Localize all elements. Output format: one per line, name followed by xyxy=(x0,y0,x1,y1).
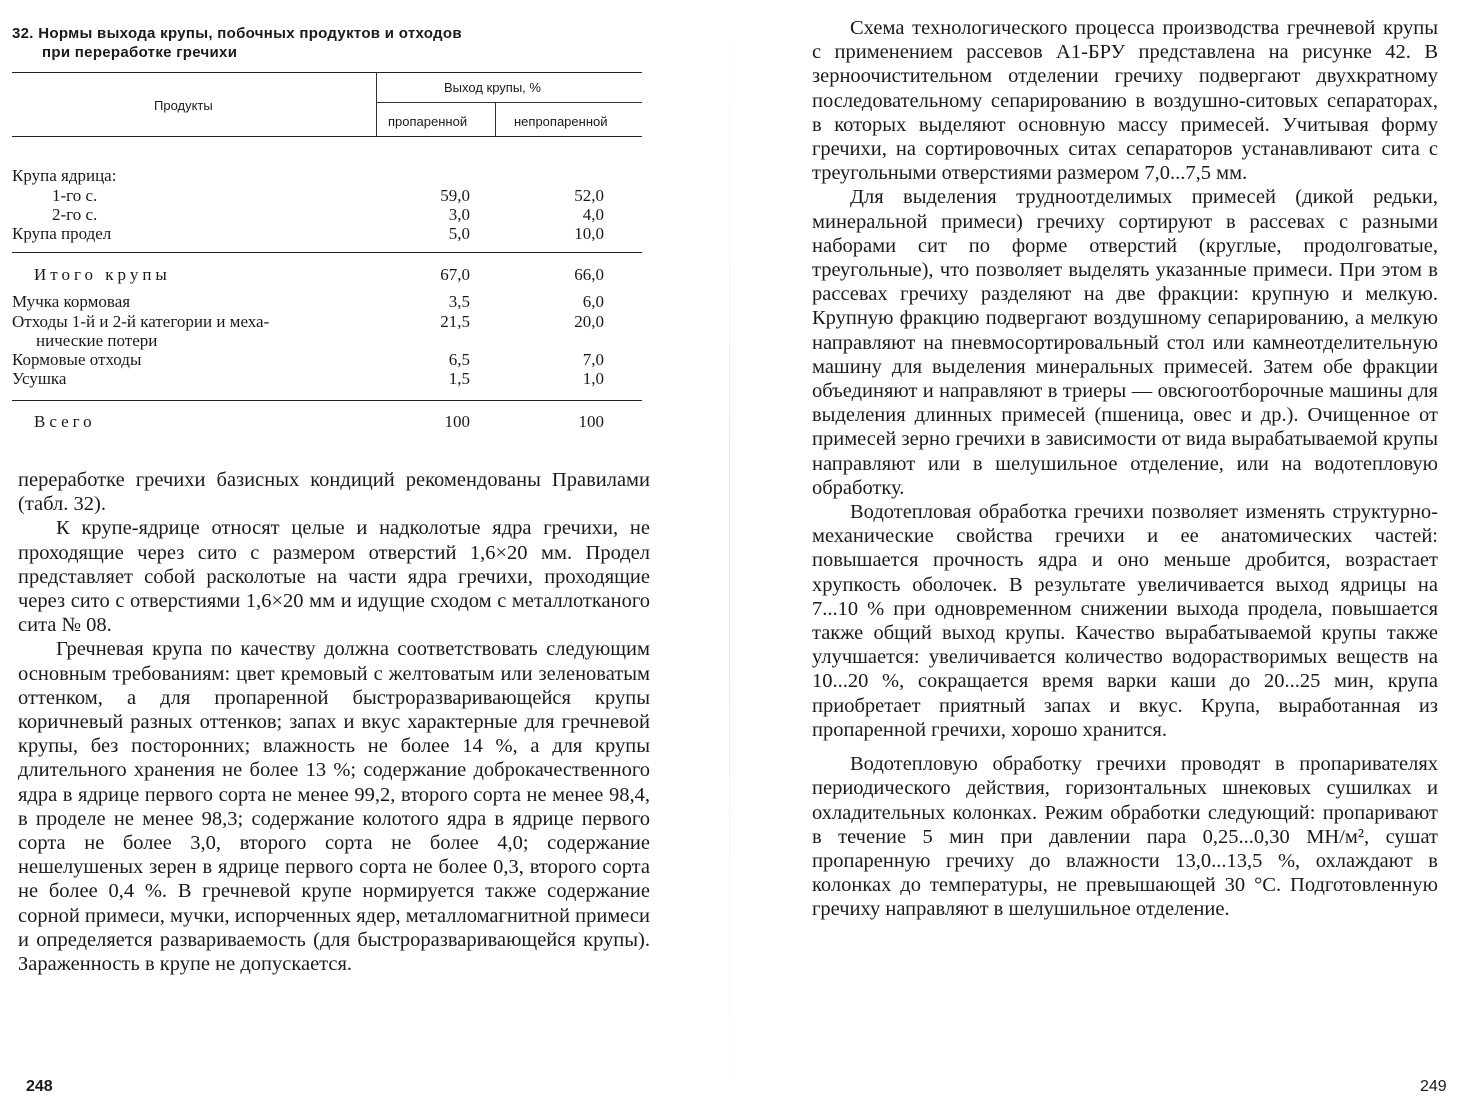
paragraph: Водотепловую обработку гречихи проводят в пропаривателях периодического действия, горизонтальных шнековых сушилках и охладительных колонках. Режим обработки следующий: пропаривают в течение 5 мин при давлении пара 0,25...0,30 МН/м², сушат пропаренную гречиху до влажности 13,0...13,5 %, охлаждают в колонках до температуры, не превышающей 30 °С. Подготовленную гречиху направляют в шелушильное отделение. xyxy=(812,753,1438,921)
paragraph: Гречневая крупа по качеству должна соответствовать следующим основным требованиям: цвет кремовый с желтоватым или зеленоватым оттенком, а для пропаренной быстроразваривающейся крупы коричневый разных оттенков; запах и вкус характерные для гречневой крупы, без посторонних; влажность не более 14 %, а для крупы длительного хранения не более 13 %; содержание доброкачественного ядра в ядрице первого сорта не менее 99,2, второго сорта не менее 98,4, в проделе не менее 98,3; содержание колотого ядра в ядрице первого сорта не более 3,0, второго сорта не более 4,0; содержание нешелушеных зерен в ядрице первого сорта не более 0,3, второго сорта не более 0,4 %. В гречневой крупе нормируется также содержание сорной примеси, мучки, испорченных ядер, металломагнитной примеси и определяется развариваемость (для быстроразваривающейся крупы). Зараженность в крупе не допускается. xyxy=(18,638,650,976)
paragraph: К крупе-ядрице относят целые и надколотые ядра гречихи, не проходящие через сито с размером отверстий 1,6×20 мм. Продел представляет собой расколотые на части ядра гречихи, проходящие через сито с отверстиями 1,6×20 мм и идущие сходом с металлотканого сита № 08. xyxy=(18,517,650,637)
paragraph: Схема технологического процесса производства гречневой крупы с применением рассевов А1-БРУ представлена на рисунке 42. В зерноочистительном отделении гречиху подвергают двухкратному последовательному сепарированию в воздушно-ситовых сепараторах, в которых выделяют основную массу примесей. Учитывая форму гречихи, на сортировочных ситах сепараторов устанавливают сита с треугольными отверстиями размером 7,0...7,5 мм. xyxy=(812,17,1438,185)
table-title xyxy=(12,24,652,62)
page-number: 248 xyxy=(26,1078,53,1095)
header-unsteamed: непропаренной xyxy=(514,114,608,129)
page-number: 249 xyxy=(1420,1078,1447,1095)
left-page-body xyxy=(18,468,650,976)
paragraph: переработке гречихи базисных кондиций рекомендованы Правилами (табл. 32). xyxy=(18,469,650,516)
header-steamed: пропаренной xyxy=(388,114,468,129)
table-title-line2: при переработке гречихи xyxy=(42,44,238,61)
left-page: 32. Нормы выхода крупы, побочных продуктов и отходов при переработке гречихи Продукты Выход крупы, % пропаренной непропаренной Крупа ядрица: 1-го с. 59,0 52,0 2-го с. 3,0 4,0 Крупа продел 5,0 10,0 Итого крупы 67,0 66,0 Мучка кормовая 3,5 6,0 Отходы 1-й и 2-й категории и меха- 21,5 20,0 нические потери Кормовые отходы 6,5 7,0 Усушка 1,5 1,0 Всего 100 100 переработке гречихи базисных кондиций рекомендованы Правилами (табл. 32). К крупе-ядрице относят целые и надколотые ядра гречихи, не проходящие через сито с размером отверстий 1,6×20 мм. Продел представляет собой расколотые на части ядра гречихи, проходящие через сито с отверстиями 1,6×20 мм и идущие сходом с металлотканого сита № 08. Гречневая крупа по качеству должна соответствовать следующим основным требованиям: цвет кремовый с желтоватым или зеленоватым оттенком, а для пропаренной быстроразваривающейся крупы коричневый разных оттенков; запах и вкус характерные для гречневой крупы, без посторонних; влажность не более 14 %, а для крупы длительного хранения не более 13 %; содержание доброкачественного ядра в ядрице первого сорта не менее 99,2, второго сорта не менее 98,4, в проделе не менее 98,3; содержание колотого ядра в ядрице первого сорта не более 3,0, второго сорта не более 4,0; содержание нешелушеных зерен в ядрице первого сорта не более 0,3, второго сорта не более 0,4 %. В гречневой крупе нормируется также содержание сорной примеси, мучки, испорченных ядер, металломагнитной примеси и определяется развариваемость (для быстроразваривающейся крупы). Зараженность в крупе не допускается. 248 xyxy=(12,25,650,1095)
paragraph: Для выделения трудноотделимых примесей (дикой редьки, минеральной примеси) гречиху сортируют в рассевах с разными наборами сит по форме отверстий (круглые, продолговатые, треугольные), что позволяет выделять указанные примеси. При этом в рассевах гречиху разделяют на две фракции: крупную и мелкую. Крупную фракцию подвергают воздушному сепарированию, а мелкую направляют на пневмосортировальный стол или камнеотделительную машину для выделения минеральных примесей. Затем обе фракции объединяют и направляют в триеры — овсюгоотборочные машины для выделения длинных примесей (пшеница, овес и др.). Очищенное от примесей зерно гречихи в зависимости от вида вырабатываемой крупы направляют или в шелушильное отделение, или на водотепловую обработку. xyxy=(812,186,1438,499)
paragraph: Водотепловая обработка гречихи позволяет изменять структурно-механические свойства гречихи и ее анатомических частей: повышается прочность ядра и оно меньше дробится, возрастает хрупкость оболочек. В результате увеличивается выход ядрицы на 7...10 % при одновременном снижении выхода продела, повышается также общий выход крупы. Качество вырабатываемой крупы также улучшается: увеличивается количество водорастворимых веществ на 10...20 %, сокращается время варки каши до 20...25 мин, крупа приобретает приятный запах и вкус. Крупа, выработанная из пропаренной гречихи, хорошо хранится. xyxy=(812,501,1438,741)
right-page-body xyxy=(812,16,1438,922)
right-page xyxy=(729,0,1458,1119)
table-title-line1: 32. Нормы выхода крупы, побочных продуктов и отходов xyxy=(12,25,462,42)
header-products: Продукты xyxy=(154,98,213,113)
header-yield: Выход крупы, % xyxy=(444,80,541,95)
